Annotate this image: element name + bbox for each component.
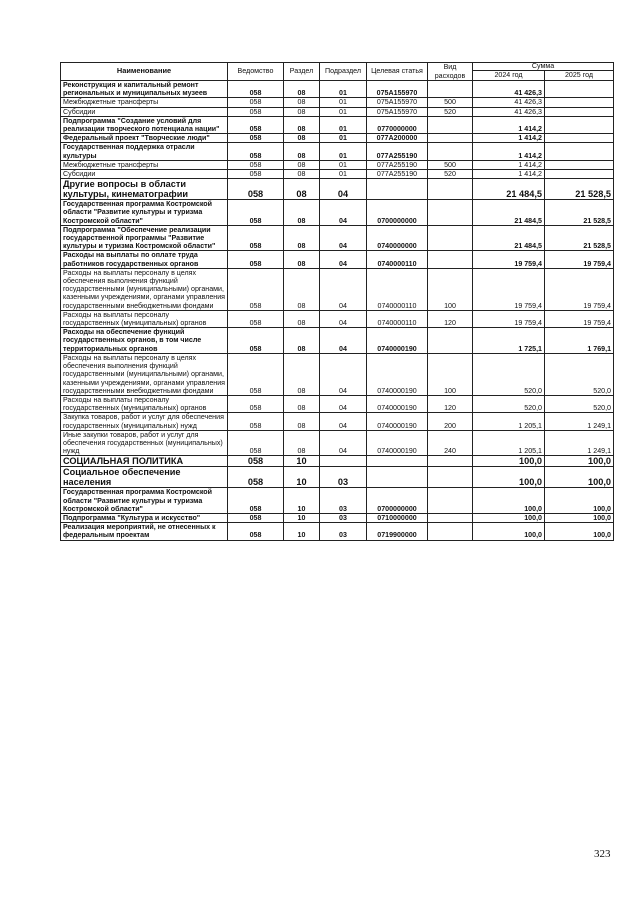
row-expense-type: 520 bbox=[428, 107, 473, 116]
row-subsection: 04 bbox=[320, 328, 367, 354]
row-expense-type bbox=[428, 328, 473, 354]
row-expense-type bbox=[428, 467, 473, 488]
header-amount: Сумма bbox=[473, 63, 614, 71]
row-amount-2025: 520,0 bbox=[545, 353, 614, 395]
row-name: Государственная программа Костромской области "Развитие культуры и туризма Костромской области" bbox=[61, 488, 228, 514]
row-target-article: 077А255190 bbox=[367, 160, 428, 169]
row-amount-2025 bbox=[545, 143, 614, 160]
row-name: Реализация мероприятий, не отнесенных к федеральным проектам bbox=[61, 523, 228, 540]
row-amount-2025: 100,0 bbox=[545, 523, 614, 540]
row-amount-2025: 21 528,5 bbox=[545, 225, 614, 251]
header-section: Раздел bbox=[284, 63, 320, 81]
row-name: Расходы на выплаты персоналу государственных (муниципальных) органов bbox=[61, 395, 228, 412]
row-subsection: 01 bbox=[320, 116, 367, 133]
row-target-article: 0770000000 bbox=[367, 116, 428, 133]
row-department: 058 bbox=[228, 430, 284, 456]
row-section: 08 bbox=[284, 116, 320, 133]
table-row bbox=[61, 268, 614, 310]
header-department: Ведомство bbox=[228, 63, 284, 81]
row-section: 10 bbox=[284, 456, 320, 467]
row-amount-2024: 19 759,4 bbox=[473, 251, 545, 268]
budget-table bbox=[60, 62, 614, 541]
row-amount-2025: 100,0 bbox=[545, 456, 614, 467]
row-department: 058 bbox=[228, 107, 284, 116]
row-name: Расходы на выплаты персоналу в целях обеспечения выполнения функций государственными (муниципальными) органами, казенными учреждениями, органами управления государственными внебюджетными фондами bbox=[61, 353, 228, 395]
header-name: Наименование bbox=[61, 63, 228, 81]
row-subsection: 01 bbox=[320, 170, 367, 179]
row-amount-2025: 21 528,5 bbox=[545, 200, 614, 226]
row-name: Субсидии bbox=[61, 107, 228, 116]
row-amount-2025 bbox=[545, 98, 614, 107]
row-subsection: 01 bbox=[320, 81, 367, 98]
row-expense-type bbox=[428, 523, 473, 540]
row-amount-2025: 520,0 bbox=[545, 395, 614, 412]
row-expense-type bbox=[428, 179, 473, 200]
row-subsection: 04 bbox=[320, 395, 367, 412]
row-department: 058 bbox=[228, 310, 284, 327]
row-amount-2025: 19 759,4 bbox=[545, 268, 614, 310]
header-year-2025: 2025 год bbox=[545, 71, 614, 81]
row-subsection: 03 bbox=[320, 488, 367, 514]
row-name: Расходы на выплаты персоналу государственных (муниципальных) органов bbox=[61, 310, 228, 327]
row-section: 08 bbox=[284, 328, 320, 354]
row-name: Расходы на обеспечение функций государственных органов, в том числе территориальных органов bbox=[61, 328, 228, 354]
row-expense-type bbox=[428, 513, 473, 522]
row-amount-2024: 1 414,2 bbox=[473, 116, 545, 133]
row-section: 08 bbox=[284, 310, 320, 327]
row-department: 058 bbox=[228, 251, 284, 268]
row-name: Расходы на выплаты по оплате труда работников государственных органов bbox=[61, 251, 228, 268]
row-department: 058 bbox=[228, 413, 284, 430]
row-target-article: 0740000190 bbox=[367, 328, 428, 354]
row-subsection: 01 bbox=[320, 134, 367, 143]
row-amount-2025: 1 249,1 bbox=[545, 413, 614, 430]
row-department: 058 bbox=[228, 467, 284, 488]
row-section: 08 bbox=[284, 395, 320, 412]
row-expense-type: 500 bbox=[428, 98, 473, 107]
row-amount-2024: 21 484,5 bbox=[473, 225, 545, 251]
row-amount-2025 bbox=[545, 170, 614, 179]
row-amount-2025: 100,0 bbox=[545, 467, 614, 488]
row-target-article: 075А155970 bbox=[367, 98, 428, 107]
row-amount-2024: 1 414,2 bbox=[473, 143, 545, 160]
row-department: 058 bbox=[228, 523, 284, 540]
table-row bbox=[61, 413, 614, 430]
row-name: Другие вопросы в области культуры, кинематографии bbox=[61, 179, 228, 200]
row-amount-2024: 100,0 bbox=[473, 523, 545, 540]
row-name: Подпрограмма "Культура и искусство" bbox=[61, 513, 228, 522]
row-department: 058 bbox=[228, 134, 284, 143]
row-expense-type bbox=[428, 134, 473, 143]
row-department: 058 bbox=[228, 200, 284, 226]
row-name: Государственная поддержка отрасли культуры bbox=[61, 143, 228, 160]
row-department: 058 bbox=[228, 328, 284, 354]
row-name: Государственная программа Костромской области "Развитие культуры и туризма Костромской области" bbox=[61, 200, 228, 226]
row-amount-2024: 19 759,4 bbox=[473, 268, 545, 310]
row-section: 08 bbox=[284, 170, 320, 179]
row-amount-2025: 100,0 bbox=[545, 513, 614, 522]
row-amount-2024: 1 414,2 bbox=[473, 134, 545, 143]
row-expense-type bbox=[428, 200, 473, 226]
row-expense-type bbox=[428, 456, 473, 467]
row-expense-type bbox=[428, 251, 473, 268]
row-target-article: 0740000190 bbox=[367, 353, 428, 395]
row-subsection: 04 bbox=[320, 353, 367, 395]
row-amount-2025 bbox=[545, 160, 614, 169]
row-name: Подпрограмма "Создание условий для реализации творческого потенциала нации" bbox=[61, 116, 228, 133]
row-department: 058 bbox=[228, 170, 284, 179]
row-amount-2024: 41 426,3 bbox=[473, 98, 545, 107]
row-target-article: 0740000110 bbox=[367, 251, 428, 268]
row-section: 08 bbox=[284, 160, 320, 169]
row-section: 08 bbox=[284, 179, 320, 200]
row-expense-type: 520 bbox=[428, 170, 473, 179]
row-expense-type: 500 bbox=[428, 160, 473, 169]
row-amount-2025 bbox=[545, 81, 614, 98]
row-target-article: 0740000190 bbox=[367, 395, 428, 412]
row-section: 08 bbox=[284, 225, 320, 251]
table-row bbox=[61, 107, 614, 116]
row-name: Расходы на выплаты персоналу в целях обеспечения выполнения функций государственными (муниципальными) органами, казенными учреждениями, органами управления государственными внебюджетными фондами bbox=[61, 268, 228, 310]
table-row bbox=[61, 467, 614, 488]
row-subsection: 04 bbox=[320, 413, 367, 430]
table-row bbox=[61, 488, 614, 514]
row-subsection: 04 bbox=[320, 200, 367, 226]
row-amount-2024: 19 759,4 bbox=[473, 310, 545, 327]
row-amount-2024: 41 426,3 bbox=[473, 81, 545, 98]
row-department: 058 bbox=[228, 488, 284, 514]
table-row bbox=[61, 98, 614, 107]
row-section: 10 bbox=[284, 513, 320, 522]
row-expense-type: 100 bbox=[428, 268, 473, 310]
row-target-article: 0740000110 bbox=[367, 310, 428, 327]
table-row bbox=[61, 200, 614, 226]
row-subsection: 03 bbox=[320, 523, 367, 540]
row-target-article: 0719900000 bbox=[367, 523, 428, 540]
row-subsection: 04 bbox=[320, 310, 367, 327]
table-row bbox=[61, 328, 614, 354]
row-section: 08 bbox=[284, 81, 320, 98]
row-amount-2024: 1 725,1 bbox=[473, 328, 545, 354]
row-subsection: 04 bbox=[320, 430, 367, 456]
row-department: 058 bbox=[228, 353, 284, 395]
row-section: 10 bbox=[284, 523, 320, 540]
row-amount-2024: 21 484,5 bbox=[473, 200, 545, 226]
row-subsection: 04 bbox=[320, 268, 367, 310]
row-section: 08 bbox=[284, 107, 320, 116]
row-name: Федеральный проект "Творческие люди" bbox=[61, 134, 228, 143]
table-row bbox=[61, 134, 614, 143]
row-expense-type bbox=[428, 488, 473, 514]
row-target-article: 075А155970 bbox=[367, 107, 428, 116]
row-amount-2024: 1 414,2 bbox=[473, 170, 545, 179]
row-expense-type: 100 bbox=[428, 353, 473, 395]
row-target-article: 077А255190 bbox=[367, 143, 428, 160]
row-department: 058 bbox=[228, 513, 284, 522]
row-section: 08 bbox=[284, 134, 320, 143]
row-department: 058 bbox=[228, 456, 284, 467]
row-department: 058 bbox=[228, 395, 284, 412]
row-section: 10 bbox=[284, 467, 320, 488]
row-target-article: 0740000190 bbox=[367, 413, 428, 430]
header-expense-type: Вид расходов bbox=[428, 63, 473, 81]
row-subsection: 01 bbox=[320, 160, 367, 169]
row-section: 08 bbox=[284, 268, 320, 310]
row-subsection: 01 bbox=[320, 98, 367, 107]
table-row bbox=[61, 179, 614, 200]
row-amount-2024: 1 414,2 bbox=[473, 160, 545, 169]
row-expense-type bbox=[428, 81, 473, 98]
table-row bbox=[61, 310, 614, 327]
table-row bbox=[61, 456, 614, 467]
header-subsection: Подраздел bbox=[320, 63, 367, 81]
row-amount-2025: 21 528,5 bbox=[545, 179, 614, 200]
row-amount-2025 bbox=[545, 116, 614, 133]
row-target-article: 0700000000 bbox=[367, 488, 428, 514]
row-department: 058 bbox=[228, 98, 284, 107]
row-target-article bbox=[367, 179, 428, 200]
row-target-article: 0740000190 bbox=[367, 430, 428, 456]
table-row bbox=[61, 430, 614, 456]
row-department: 058 bbox=[228, 81, 284, 98]
row-expense-type bbox=[428, 143, 473, 160]
row-section: 08 bbox=[284, 98, 320, 107]
row-expense-type: 120 bbox=[428, 310, 473, 327]
row-target-article: 075А155970 bbox=[367, 81, 428, 98]
table-row bbox=[61, 225, 614, 251]
row-name: Межбюджетные трансферты bbox=[61, 98, 228, 107]
row-subsection: 03 bbox=[320, 467, 367, 488]
row-subsection: 03 bbox=[320, 513, 367, 522]
table-header bbox=[61, 63, 614, 81]
row-department: 058 bbox=[228, 143, 284, 160]
row-amount-2025: 19 759,4 bbox=[545, 310, 614, 327]
row-amount-2025: 19 759,4 bbox=[545, 251, 614, 268]
row-target-article bbox=[367, 467, 428, 488]
row-department: 058 bbox=[228, 179, 284, 200]
row-section: 08 bbox=[284, 143, 320, 160]
row-section: 08 bbox=[284, 251, 320, 268]
row-amount-2025: 100,0 bbox=[545, 488, 614, 514]
table-row bbox=[61, 395, 614, 412]
row-amount-2024: 100,0 bbox=[473, 467, 545, 488]
row-section: 08 bbox=[284, 413, 320, 430]
row-expense-type: 120 bbox=[428, 395, 473, 412]
row-expense-type: 200 bbox=[428, 413, 473, 430]
table-row bbox=[61, 170, 614, 179]
row-target-article bbox=[367, 456, 428, 467]
row-department: 058 bbox=[228, 116, 284, 133]
row-section: 08 bbox=[284, 353, 320, 395]
table-row bbox=[61, 116, 614, 133]
row-section: 10 bbox=[284, 488, 320, 514]
row-amount-2024: 1 205,1 bbox=[473, 430, 545, 456]
row-subsection: 04 bbox=[320, 251, 367, 268]
row-amount-2025 bbox=[545, 107, 614, 116]
row-department: 058 bbox=[228, 268, 284, 310]
row-target-article: 077А200000 bbox=[367, 134, 428, 143]
table-row bbox=[61, 513, 614, 522]
row-name: Социальное обеспечение населения bbox=[61, 467, 228, 488]
row-subsection: 01 bbox=[320, 143, 367, 160]
row-amount-2024: 100,0 bbox=[473, 488, 545, 514]
row-subsection bbox=[320, 456, 367, 467]
row-department: 058 bbox=[228, 160, 284, 169]
table-row bbox=[61, 143, 614, 160]
row-section: 08 bbox=[284, 200, 320, 226]
row-amount-2025: 1 769,1 bbox=[545, 328, 614, 354]
row-amount-2025: 1 249,1 bbox=[545, 430, 614, 456]
table-row bbox=[61, 251, 614, 268]
row-amount-2024: 520,0 bbox=[473, 353, 545, 395]
row-amount-2024: 41 426,3 bbox=[473, 107, 545, 116]
row-target-article: 0700000000 bbox=[367, 200, 428, 226]
row-target-article: 0710000000 bbox=[367, 513, 428, 522]
row-amount-2025 bbox=[545, 134, 614, 143]
table-row bbox=[61, 353, 614, 395]
table-row bbox=[61, 523, 614, 540]
row-name: Межбюджетные трансферты bbox=[61, 160, 228, 169]
row-amount-2024: 21 484,5 bbox=[473, 179, 545, 200]
row-section: 08 bbox=[284, 430, 320, 456]
row-target-article: 0740000110 bbox=[367, 268, 428, 310]
row-name: СОЦИАЛЬНАЯ ПОЛИТИКА bbox=[61, 456, 228, 467]
row-name: Закупка товаров, работ и услуг для обеспечения государственных (муниципальных) нужд bbox=[61, 413, 228, 430]
row-target-article: 0740000000 bbox=[367, 225, 428, 251]
row-subsection: 04 bbox=[320, 179, 367, 200]
header-year-2024: 2024 год bbox=[473, 71, 545, 81]
row-expense-type bbox=[428, 225, 473, 251]
row-department: 058 bbox=[228, 225, 284, 251]
row-name: Подпрограмма "Обеспечение реализации государственной программы "Развитие культуры и туризма Костромской области" bbox=[61, 225, 228, 251]
row-amount-2024: 100,0 bbox=[473, 513, 545, 522]
row-expense-type bbox=[428, 116, 473, 133]
row-subsection: 04 bbox=[320, 225, 367, 251]
row-amount-2024: 100,0 bbox=[473, 456, 545, 467]
table-body bbox=[61, 81, 614, 541]
row-subsection: 01 bbox=[320, 107, 367, 116]
row-amount-2024: 1 205,1 bbox=[473, 413, 545, 430]
row-name: Субсидии bbox=[61, 170, 228, 179]
page-number: 323 bbox=[594, 848, 611, 860]
row-expense-type: 240 bbox=[428, 430, 473, 456]
header-target-article: Целевая статья bbox=[367, 63, 428, 81]
row-name: Реконструкция и капитальный ремонт региональных и муниципальных музеев bbox=[61, 81, 228, 98]
table-row bbox=[61, 160, 614, 169]
row-name: Иные закупки товаров, работ и услуг для обеспечения государственных (муниципальных) нужд bbox=[61, 430, 228, 456]
row-amount-2024: 520,0 bbox=[473, 395, 545, 412]
table-row bbox=[61, 81, 614, 98]
row-target-article: 077А255190 bbox=[367, 170, 428, 179]
